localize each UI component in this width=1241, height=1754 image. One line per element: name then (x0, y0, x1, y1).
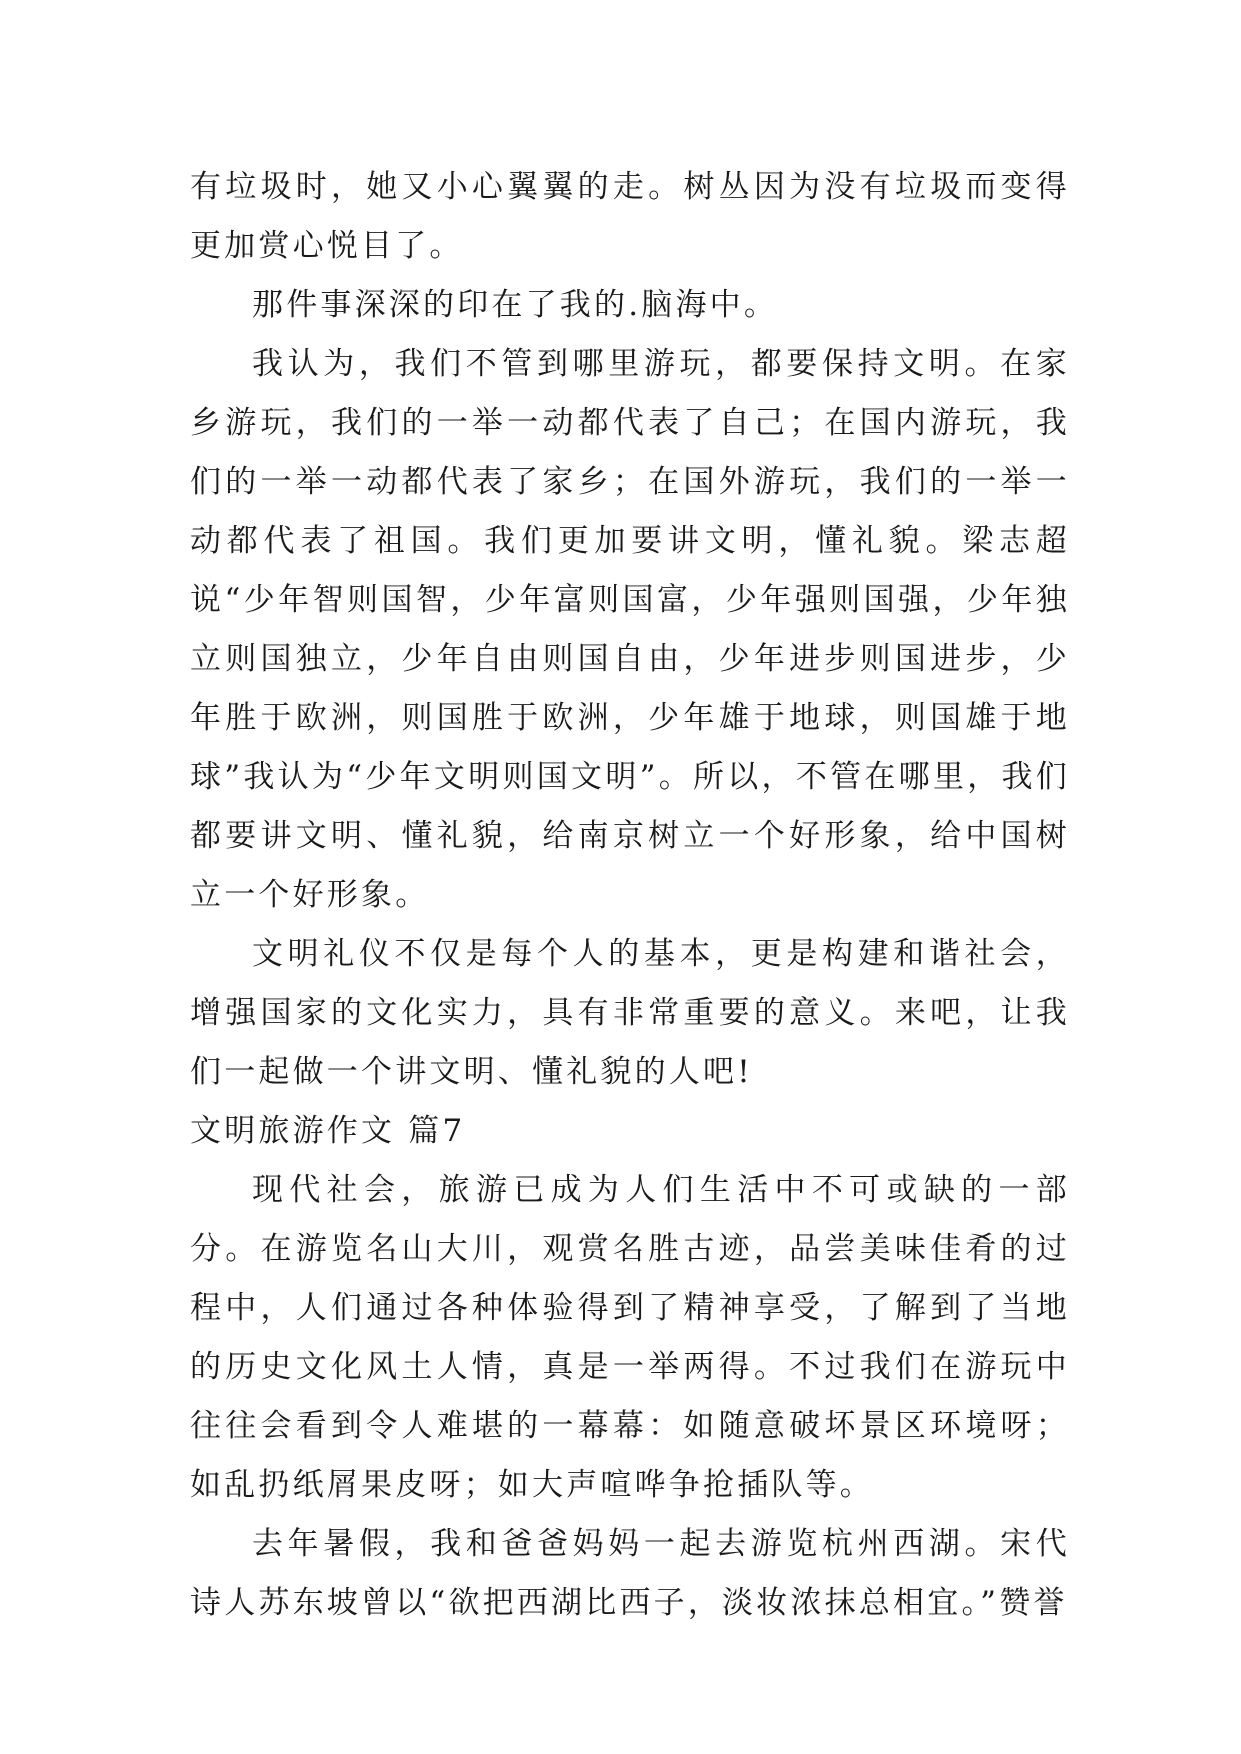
section-paragraph-2: 去年暑假，我和爸爸妈妈一起去游览杭州西湖。宋代诗人苏东坡曾以“欲把西湖比西子，淡妆浓抹总相宜。”赞誉 (190, 1526, 1070, 1621)
paragraph-2: 那件事深深的印在了我的.脑海中。 (252, 287, 779, 323)
paragraph-1: 有垃圾时，她又小心翼翼的走。树丛因为没有垃圾而变得更加赏心悦目了。 (190, 169, 1070, 264)
paragraph-3: 我认为，我们不管到哪里游玩，都要保持文明。在家乡游玩，我们的一举一动都代表了自己；在国内游玩，我们的一举一动都代表了家乡；在国外游玩，我们的一举一动都代表了祖国。我们更加要讲文明，懂礼貌。梁志超说“少年智则国智，少年富则国富，少年强则国强，少年独立则国独立，少年自由则国自由，少年进步则国进步，少年胜于欧洲，则国胜于欧洲，少年雄于地球，则国雄于地球”我认为“少年文明则国文明”。所以，不管在哪里，我们都要讲文明、懂礼貌，给南京树立一个好形象，给中国树立一个好形象。 (190, 346, 1070, 913)
document-body (190, 158, 1070, 1633)
section-paragraph-1: 现代社会，旅游已成为人们生活中不可或缺的一部分。在游览名山大川，观赏名胜古迹，品尝美味佳肴的过程中，人们通过各种体验得到了精神享受，了解到了当地的历史文化风土人情，真是一举两得。不过我们在游玩中往往会看到令人难堪的一幕幕：如随意破坏景区环境呀；如乱扔纸屑果皮呀；如大声喧哗争抢插队等。 (190, 1172, 1070, 1503)
paragraph-4: 文明礼仪不仅是每个人的基本，更是构建和谐社会，增强国家的文化实力，具有非常重要的意义。来吧，让我们一起做一个讲文明、懂礼貌的人吧! (190, 936, 1070, 1090)
section-heading: 文明旅游作文 篇7 (190, 1113, 466, 1149)
